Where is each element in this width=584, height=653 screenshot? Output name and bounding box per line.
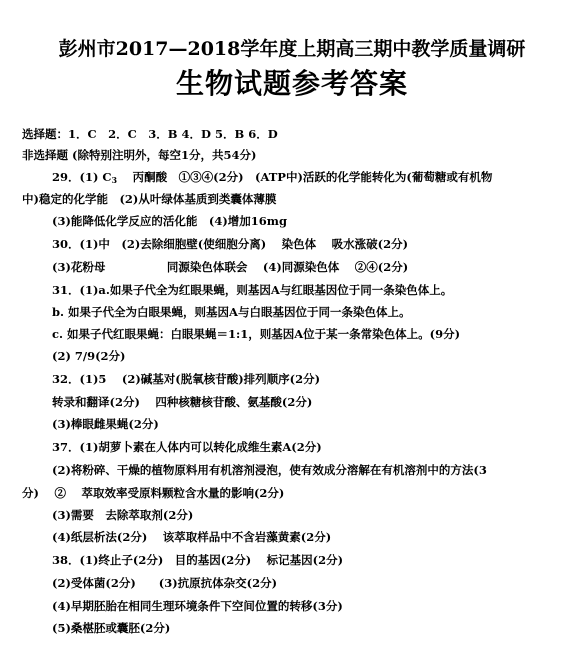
q38-line4: (5)桑椹胚或囊胚(2分) <box>52 621 171 635</box>
q37-line2: (2)将粉碎、干燥的植物原料用有机溶剂浸泡，使有效成分溶解在有机溶剂中的方法(3 <box>52 463 487 477</box>
q38-line2: (2)受体菌(2分) (3)抗原抗体杂交(2分) <box>52 576 278 590</box>
q37-line5: (4)纸层析法(2分) 该萃取样品中不含岩藻黄素(2分) <box>52 530 332 544</box>
q37-line4: (3)需要 去除萃取剂(2分) <box>52 508 194 522</box>
q29-line1-start: 29．(1) C <box>52 170 112 184</box>
q29-line1 <box>52 170 492 187</box>
q31-line1: 31．(1)a.如果子代全为红眼果蝇，则基因A与红眼基因位于同一条染色体上。 <box>52 283 453 297</box>
q31-line3: c. 如果子代红眼果蝇：白眼果蝇＝1:1，则基因A位于某一条常染色体上。(9分) <box>52 327 461 341</box>
q38-line3: (4)早期胚胎在相同生理环境条件下空间位置的转移(3分) <box>52 599 343 613</box>
non-choice-header: 非选择题 (除特别注明外，每空1分，共54分) <box>22 148 257 162</box>
q31-line4: (2) 7/9(2分) <box>52 349 126 363</box>
q29-subscript: 3 <box>111 175 118 185</box>
q29-line1-rest: 丙酮酸 ①③④(2分) (ATP中)活跃的化学能转化为(葡萄糖或有机物 <box>117 170 493 184</box>
q37-line3: 分) ② 萃取效率受原料颗粒含水量的影响(2分) <box>22 486 285 500</box>
q32-line3: (3)棒眼雌果蝇(2分) <box>52 417 159 431</box>
exam-title: 彭州市2017—2018学年度上期高三期中教学质量调研 <box>58 38 526 60</box>
q32-line1: 32．(1)5 (2)碱基对(脱氧核苷酸)排列顺序(2分) <box>52 372 321 386</box>
q31-line2: b. 如果子代全为白眼果蝇，则基因A与白眼基因位于同一条染色体上。 <box>52 305 411 319</box>
q29-line3: (3)能降低化学反应的活化能 (4)增加16mg <box>52 214 287 228</box>
q38-line1: 38．(1)终止子(2分) 目的基因(2分) 标记基因(2分) <box>52 553 344 567</box>
answer-key-title: 生物试题参考答案 <box>175 67 408 100</box>
q29-line2: 中)稳定的化学能 (2)从叶绿体基质到类囊体薄膜 <box>22 192 277 206</box>
q37-line1: 37．(1)胡萝卜素在人体内可以转化成维生素A(2分) <box>52 440 322 454</box>
q32-line2: 转录和翻译(2分) 四种核糖核苷酸、氨基酸(2分) <box>52 395 313 409</box>
q30-line1: 30．(1)中 (2)去除细胞壁(使细胞分离) 染色体 吸水涨破(2分) <box>52 237 409 251</box>
multiple-choice-answers: 选择题：1．C 2．C 3．B 4．D 5．B 6．D <box>22 127 278 141</box>
q30-line2: (3)花粉母 同源染色体联会 (4)同源染色体 ②④(2分) <box>52 260 409 274</box>
